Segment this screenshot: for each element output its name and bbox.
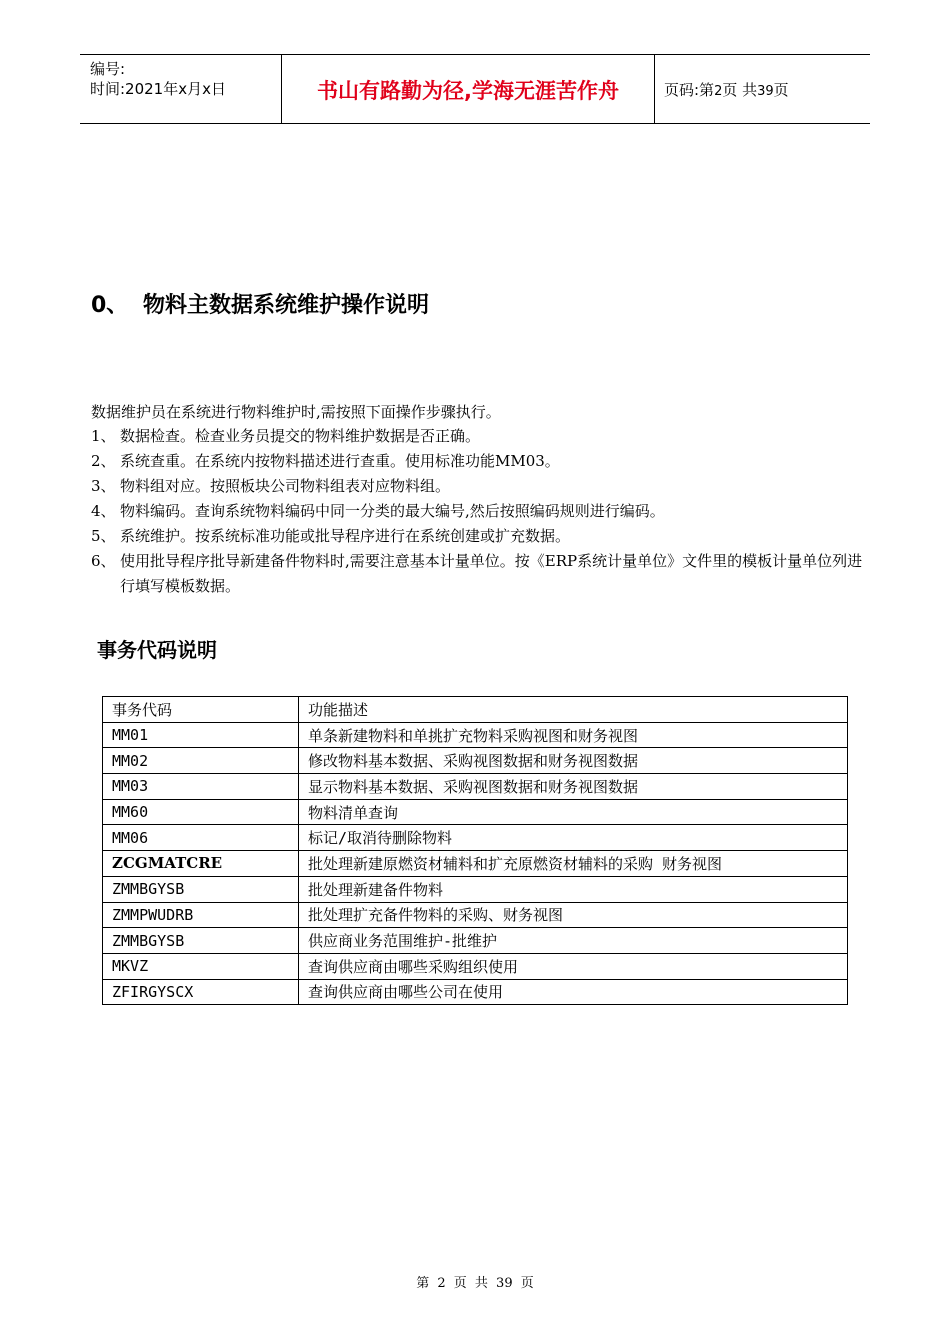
table-row bbox=[103, 928, 848, 954]
transaction-code: MM02 bbox=[103, 748, 299, 774]
table-row bbox=[103, 722, 848, 748]
column-header: 功能描述 bbox=[299, 697, 848, 723]
function-description: 供应商业务范围维护-批维护 bbox=[299, 928, 848, 954]
section-title: 物料主数据系统维护操作说明 bbox=[143, 293, 430, 318]
transaction-code: MM03 bbox=[103, 774, 299, 800]
list-item bbox=[91, 474, 871, 499]
table-row bbox=[103, 902, 848, 928]
header-motto: 书山有路勤为径,学海无涯苦作舟 bbox=[317, 79, 619, 103]
table-header-row bbox=[103, 697, 848, 723]
transaction-code: MM06 bbox=[103, 825, 299, 851]
header-meta bbox=[90, 59, 226, 99]
list-item bbox=[91, 549, 871, 599]
intro-paragraph: 数据维护员在系统进行物料维护时,需按照下面操作步骤执行。 bbox=[91, 403, 501, 421]
table-row bbox=[103, 876, 848, 902]
page-label: 页码:第 bbox=[664, 81, 715, 99]
table-row bbox=[103, 851, 848, 877]
step-text: 数据检查。检查业务员提交的物料维护数据是否正确。 bbox=[120, 427, 481, 445]
list-item bbox=[91, 499, 871, 524]
function-description: 标记/取消待删除物料 bbox=[299, 825, 848, 851]
table-title: 事务代码说明 bbox=[97, 638, 217, 662]
step-marker: 6、 bbox=[91, 552, 116, 570]
step-text: 物料编码。查询系统物料编码中同一分类的最大编号,然后按照编码规则进行编码。 bbox=[120, 502, 665, 520]
step-marker: 4、 bbox=[91, 502, 116, 520]
transaction-code: MM60 bbox=[103, 799, 299, 825]
section-heading bbox=[91, 288, 429, 319]
list-item bbox=[91, 424, 871, 449]
transaction-code: ZFIRGYSCX bbox=[103, 979, 299, 1005]
transaction-code: ZMMBGYSB bbox=[103, 928, 299, 954]
function-description: 显示物料基本数据、采购视图数据和财务视图数据 bbox=[299, 774, 848, 800]
function-description: 批处理新建原燃资材辅料和扩充原燃资材辅料的采购 财务视图 bbox=[299, 851, 848, 877]
function-description: 批处理扩充备件物料的采购、财务视图 bbox=[299, 902, 848, 928]
step-text: 物料组对应。按照板块公司物料组表对应物料组。 bbox=[120, 477, 451, 495]
transaction-code: ZMMPWUDRB bbox=[103, 902, 299, 928]
step-marker: 5、 bbox=[91, 527, 116, 545]
function-description: 查询供应商由哪些公司在使用 bbox=[299, 979, 848, 1005]
page-mid: 页 共 bbox=[722, 81, 758, 99]
document-time: 时间:2021年x月x日 bbox=[90, 80, 226, 98]
transaction-code: ZCGMATCRE bbox=[103, 851, 299, 877]
function-description: 查询供应商由哪些采购组织使用 bbox=[299, 953, 848, 979]
table-row bbox=[103, 825, 848, 851]
page-header bbox=[80, 54, 870, 124]
table-row bbox=[103, 748, 848, 774]
function-description: 批处理新建备件物料 bbox=[299, 876, 848, 902]
step-marker: 3、 bbox=[91, 477, 116, 495]
header-divider bbox=[654, 55, 655, 123]
transaction-code-table bbox=[102, 696, 848, 1005]
column-header: 事务代码 bbox=[103, 697, 299, 723]
steps-list bbox=[91, 424, 871, 599]
transaction-code: ZMMBGYSB bbox=[103, 876, 299, 902]
page-end: 页 bbox=[773, 81, 789, 99]
list-item bbox=[91, 449, 871, 474]
step-text: 系统查重。在系统内按物料描述进行查重。使用标准功能MM03。 bbox=[120, 452, 560, 470]
page-total: 39 bbox=[757, 84, 774, 99]
step-marker: 2、 bbox=[91, 452, 116, 470]
step-marker: 1、 bbox=[91, 427, 116, 445]
page-current: 2 bbox=[714, 84, 723, 99]
list-item bbox=[91, 524, 871, 549]
section-number: 0、 bbox=[91, 293, 129, 318]
transaction-code: MKVZ bbox=[103, 953, 299, 979]
step-text: 系统维护。按系统标准功能或批导程序进行在系统创建或扩充数据。 bbox=[120, 527, 571, 545]
table-row bbox=[103, 799, 848, 825]
header-page-number bbox=[664, 79, 789, 100]
table-row bbox=[103, 774, 848, 800]
function-description: 修改物料基本数据、采购视图数据和财务视图数据 bbox=[299, 748, 848, 774]
function-description: 物料清单查询 bbox=[299, 799, 848, 825]
table-row bbox=[103, 953, 848, 979]
transaction-code: MM01 bbox=[103, 722, 299, 748]
table-row bbox=[103, 979, 848, 1005]
page-footer: 第 2 页 共 39 页 bbox=[416, 1276, 534, 1291]
step-text: 使用批导程序批导新建备件物料时,需要注意基本计量单位。按《ERP系统计量单位》文件里的模板计量单位列进行填写模板数据。 bbox=[120, 552, 863, 595]
document-number-label: 编号: bbox=[90, 60, 126, 78]
function-description: 单条新建物料和单挑扩充物料采购视图和财务视图 bbox=[299, 722, 848, 748]
